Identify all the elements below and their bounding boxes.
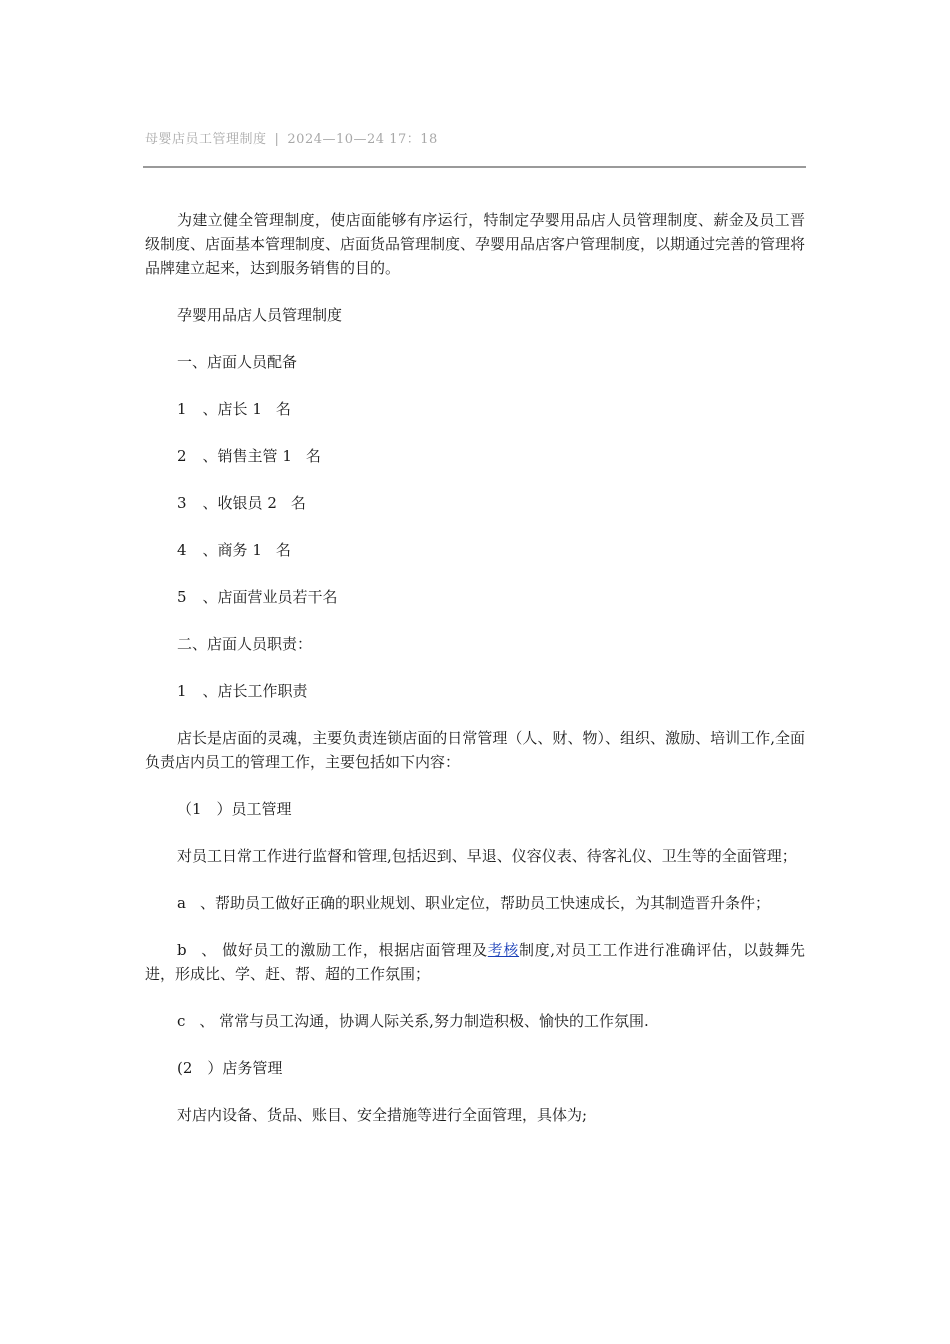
document-title: 母婴店员工管理制度 <box>145 132 267 147</box>
item-b: b 、 做好员工的激励工作，根据店面管理及考核制度,对员工工作进行准确评估，以鼓舞先进，形成比、学、赶、帮、超的工作氛围； <box>145 941 805 983</box>
sub2-description: 对店内设备、货品、账目、安全措施等进行全面管理，具体为; <box>177 1106 588 1124</box>
item-c: c 、 常常与员工沟通，协调人际关系,努力制造积极、愉快的工作氛围. <box>177 1012 649 1030</box>
item-a: a 、帮助员工做好正确的职业规划、职业定位，帮助员工快速成长，为其制造晋升条件； <box>177 894 770 912</box>
page-header <box>145 128 438 147</box>
duty1-title: 1 、店长工作职责 <box>177 682 308 700</box>
assessment-link[interactable]: 考核 <box>487 941 520 959</box>
part2-title: 二、店面人员职责： <box>177 635 313 653</box>
part1-title: 一、店面人员配备 <box>177 353 298 371</box>
sub2-label: (2 ）店务管理 <box>177 1059 283 1077</box>
intro-paragraph: 为建立健全管理制度，使店面能够有序运行，特制定孕婴用品店人员管理制度、薪金及员工晋级制度、店面基本管理制度、店面货品管理制度、孕婴用品店客户管理制度，以期通过完善的管理将品牌建立起来，达到服务销售的目的。 <box>145 211 806 277</box>
staff-item: 2 、销售主管 1 名 <box>177 447 321 465</box>
header-separator: | <box>274 132 280 147</box>
sub1-description: 对员工日常工作进行监督和管理,包括迟到、早退、仪容仪表、待客礼仪、卫生等的全面管理； <box>177 847 797 865</box>
staff-item: 5 、店面营业员若干名 <box>177 588 338 606</box>
staff-item: 1 、店长 1 名 <box>177 400 291 418</box>
sub1-label: （1 ）员工管理 <box>177 800 292 818</box>
document-body <box>145 208 805 1127</box>
document-datetime: 2024—10—24 17：18 <box>287 132 438 147</box>
header-divider <box>143 166 806 168</box>
section-title: 孕婴用品店人员管理制度 <box>177 306 343 324</box>
duty1-description: 店长是店面的灵魂，主要负责连锁店面的日常管理（人、财、物）、组织、激励、培训工作,全面负责店内员工的管理工作，主要包括如下内容： <box>145 729 805 771</box>
staff-item: 4 、商务 1 名 <box>177 541 291 559</box>
staff-item: 3 、收银员 2 名 <box>177 494 306 512</box>
